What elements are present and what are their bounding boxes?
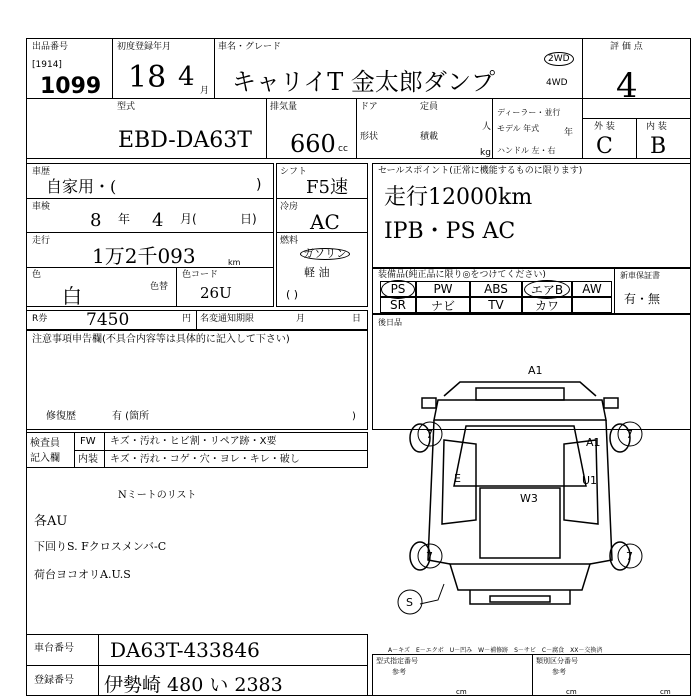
repair-label: 修復歴 xyxy=(46,411,76,422)
year-unit: 年 xyxy=(564,128,574,138)
yen-unit: 円 xyxy=(182,314,192,324)
equip-ps: PS xyxy=(380,281,416,297)
notes-label: 注意事項申告欄(不具合内容等は具体的に記入して下さい) xyxy=(32,334,290,345)
car-name: キャリイT 金太郎ダンプ xyxy=(232,68,496,96)
diag-right-front: A1 xyxy=(586,436,601,449)
note-line-3: 下回りS. Fクロスメンバ-C xyxy=(34,540,167,553)
inspector-label: 検査員 記入欄 xyxy=(30,438,60,464)
shift-value: F5速 xyxy=(306,177,348,198)
type-label: 型式 xyxy=(117,102,136,112)
chassis-value: DA63T-433846 xyxy=(110,638,260,662)
first-reg-month: 4 xyxy=(178,62,195,92)
interior-row-label: 内装 xyxy=(78,454,98,465)
selling-line1: 走行12000km xyxy=(384,185,533,210)
km-unit: km xyxy=(228,258,241,267)
lot-sub: [1914] xyxy=(32,60,62,70)
drive-2wd: 2WD xyxy=(544,52,574,66)
equip-pw: PW xyxy=(416,281,470,297)
ref-label-1: 参考 xyxy=(392,668,406,676)
cm-unit-2: cm xyxy=(566,688,577,696)
car-diagram xyxy=(380,360,680,630)
cc-unit: cc xyxy=(338,144,348,154)
damage-legend: A－キズ E－エクボ U－凹み W－補修跡 S－サビ C－腐食 XX－交換済 xyxy=(388,647,603,654)
reg-type-close: ) xyxy=(256,177,262,193)
dealer-label: ディーラー・並行 xyxy=(497,108,561,117)
month-unit: 月 xyxy=(200,86,210,96)
exterior-label: 外 装 xyxy=(594,122,615,132)
notice-label: 名変通知期限 xyxy=(200,314,255,324)
equip-sr: SR xyxy=(380,297,416,313)
reg-type-value: 自家用・( xyxy=(46,177,117,196)
type-value: EBD-DA63T xyxy=(118,128,252,153)
interior-label: 内 装 xyxy=(646,122,667,132)
ref-label-2: 参考 xyxy=(552,668,566,676)
fw-label: FW xyxy=(80,436,96,447)
interior-items: キズ・汚れ・コゲ・穴・ヨレ・キレ・破し xyxy=(110,454,300,465)
fw-items: キズ・汚れ・ヒビ割・リペア跡・X要 xyxy=(110,436,277,447)
warranty-label: 新車保証書 xyxy=(620,271,660,280)
capacity-label: 定員 xyxy=(420,102,439,112)
notice-day: 日 xyxy=(352,314,362,324)
after-label: 後日品 xyxy=(378,318,402,327)
note-line-4: 荷台ヨコオリA.U.S xyxy=(34,568,131,581)
ac-value: AC xyxy=(310,210,340,234)
door-label: ドア xyxy=(360,102,378,112)
interior-grade: B xyxy=(650,134,667,159)
diag-bottom-left: 7 xyxy=(426,550,433,563)
equip-navi: ナビ xyxy=(416,297,470,313)
color-value: 白 xyxy=(62,284,82,308)
color-code-value: 26U xyxy=(200,284,232,302)
equipment-label: 装備品(純正品に限り◎をつけてください) xyxy=(378,270,546,280)
fuel-diesel: 軽 油 xyxy=(304,266,330,279)
score-label: 評 価 点 xyxy=(610,42,643,52)
selling-label: セールスポイント(正常に機能するものに限ります) xyxy=(378,166,583,176)
diag-center: W3 xyxy=(520,492,538,505)
warranty-value: 有・無 xyxy=(624,292,661,306)
first-reg-label: 初度登録年月 xyxy=(117,42,172,52)
shaken-label: 車検 xyxy=(32,202,51,212)
displacement-value: 660 xyxy=(290,130,336,158)
fuel-label: 燃料 xyxy=(280,236,299,246)
color-change-label: 色替 xyxy=(150,282,169,292)
shift-label: シフト xyxy=(280,167,308,177)
chassis-label: 車台番号 xyxy=(34,643,74,654)
diag-top-right: 7 xyxy=(626,428,633,441)
kg-unit: kg xyxy=(480,148,491,158)
selling-line2: IPB・PS AC xyxy=(384,219,516,244)
shaken-month: 4 xyxy=(152,210,164,231)
diag-bottom-right: 7 xyxy=(626,550,633,563)
diag-bottom: S xyxy=(406,596,413,609)
ps-circle-mark xyxy=(381,280,415,299)
color-code-label: 色コード xyxy=(182,270,219,280)
fuel-gas: ガソリン xyxy=(300,248,350,260)
model-year-label: モデル 年式 xyxy=(497,124,540,133)
first-reg-year: 18 xyxy=(128,60,167,95)
fuel-other: ( ) xyxy=(286,288,299,301)
type-cert-label: 型式指定番号 xyxy=(376,657,418,665)
diag-top: A1 xyxy=(528,364,543,377)
reg-type-label: 車歴 xyxy=(32,167,51,177)
cm-unit-1: cm xyxy=(456,688,467,696)
notice-month: 月 xyxy=(296,314,306,324)
equip-abs: ABS xyxy=(470,281,522,297)
shaken-day: 日) xyxy=(240,212,257,226)
equip-aw: AW xyxy=(572,281,612,297)
handle-label: ハンドル 左・右 xyxy=(497,146,556,155)
note-line-2: 各AU xyxy=(34,514,68,529)
reg-value: 伊勢崎 480 い 2383 xyxy=(104,674,283,696)
shaken-year: 8 xyxy=(90,210,102,231)
shaken-tsuki: 月( xyxy=(180,212,197,226)
lot-label: 出品番号 xyxy=(32,42,69,52)
score-value: 4 xyxy=(616,66,638,106)
diag-right-side: U1 xyxy=(582,474,598,487)
equip-tv: TV xyxy=(470,297,522,313)
equip-leather: カワ xyxy=(522,297,572,313)
diag-top-left: 7 xyxy=(426,428,433,441)
category-label: 類別区分番号 xyxy=(536,657,578,665)
equip-airbag: エアB xyxy=(522,281,572,297)
reg-label: 登録番号 xyxy=(34,675,74,686)
displacement-label: 排気量 xyxy=(270,102,298,112)
repair-close: ) xyxy=(352,411,356,422)
exterior-grade: C xyxy=(596,134,613,159)
color-label: 色 xyxy=(32,270,42,280)
airbag-circle-mark xyxy=(524,280,570,299)
car-name-label: 車名・グレード xyxy=(218,42,282,52)
repair-value: 有 (箇所 xyxy=(112,411,150,422)
drive-4wd: 4WD xyxy=(546,78,568,88)
diag-left-side: E xyxy=(454,472,461,485)
person-unit: 人 xyxy=(482,122,492,132)
mileage-value: 1万2千093 xyxy=(92,244,196,268)
cm-unit-3: cm xyxy=(660,688,671,696)
shaken-nen: 年 xyxy=(118,212,131,226)
equip-empty xyxy=(572,297,612,313)
lot-number: 1099 xyxy=(40,74,102,99)
ac-label: 冷房 xyxy=(280,202,299,212)
load-label: 積載 xyxy=(420,132,439,142)
mileage-label: 走行 xyxy=(32,236,51,246)
recycle-label: R券 xyxy=(32,314,48,324)
note-line-1: Nミートのリスト xyxy=(118,490,197,501)
recycle-value: 7450 xyxy=(86,310,130,330)
shape-label: 形状 xyxy=(360,132,379,142)
